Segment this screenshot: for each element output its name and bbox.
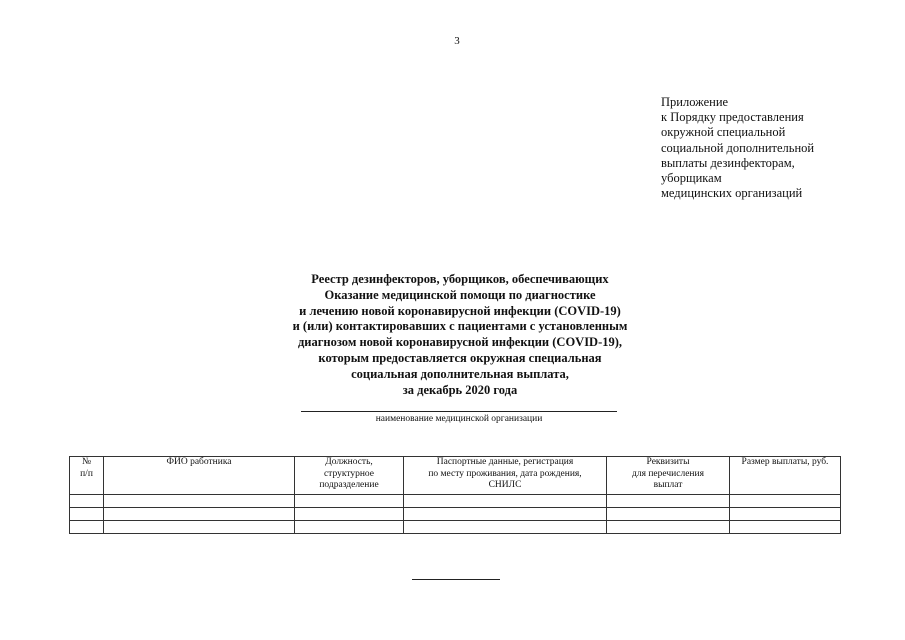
appendix-line: Приложение — [661, 95, 729, 109]
footer-separator-line — [412, 579, 500, 580]
appendix-line: к Порядку предоставления — [661, 110, 804, 125]
table-cell — [70, 495, 104, 508]
title-line: социальная дополнительная выплата, — [351, 366, 569, 381]
table-row — [70, 495, 841, 508]
title-line: Оказание медицинской помощи по диагностике — [324, 287, 596, 302]
org-name-blank-line — [301, 411, 617, 412]
header-position: Должность, структурное подразделение — [295, 457, 404, 495]
table-cell — [730, 521, 841, 534]
table-cell — [295, 495, 404, 508]
header-number: № п/п — [70, 457, 104, 495]
table-cell — [404, 495, 607, 508]
appendix-block — [661, 95, 897, 201]
table-cell — [404, 508, 607, 521]
table-cell — [104, 508, 295, 521]
register-table — [69, 456, 841, 534]
table-cell — [295, 521, 404, 534]
table-row — [70, 521, 841, 534]
title-line: которым предоставляется окружная специальная — [318, 350, 602, 365]
document-title — [200, 272, 720, 398]
title-line: и (или) контактировавших с пациентами с установленным — [292, 319, 628, 334]
header-passport-data: Паспортные данные, регистрация по месту проживания, дата рождения, СНИЛС — [404, 457, 607, 495]
table-cell — [70, 508, 104, 521]
table-header-row — [70, 457, 841, 495]
table-cell — [295, 508, 404, 521]
title-line: и лечению новой коронавирусной инфекции (COVID-19) — [299, 303, 621, 318]
table-cell — [607, 508, 730, 521]
title-line: за декабрь 2020 года — [402, 382, 518, 397]
title-line: Реестр дезинфекторов, уборщиков, обеспечивающих — [311, 272, 609, 286]
page-number: 3 — [454, 35, 460, 47]
appendix-line: медицинских организаций — [661, 186, 803, 201]
table-cell — [70, 521, 104, 534]
appendix-line: окружной специальной — [661, 125, 786, 140]
table-cell — [104, 495, 295, 508]
title-line: диагнозом новой коронавирусной инфекции (COVID-19), — [297, 335, 623, 350]
table-cell — [404, 521, 607, 534]
table-row — [70, 508, 841, 521]
appendix-line: уборщикам — [661, 171, 722, 186]
appendix-line: социальной дополнительной — [661, 140, 815, 155]
table-cell — [104, 521, 295, 534]
table-cell — [607, 495, 730, 508]
header-bank-details: Реквизиты для перечисления выплат — [607, 457, 730, 495]
header-payment-amount: Размер выплаты, руб. — [730, 457, 841, 495]
table-cell — [730, 508, 841, 521]
header-full-name: ФИО работника — [104, 457, 295, 495]
table-cell — [607, 521, 730, 534]
table-cell — [730, 495, 841, 508]
appendix-line: выплаты дезинфекторам, — [661, 155, 795, 170]
org-name-caption: наименование медицинской организации — [375, 414, 543, 424]
